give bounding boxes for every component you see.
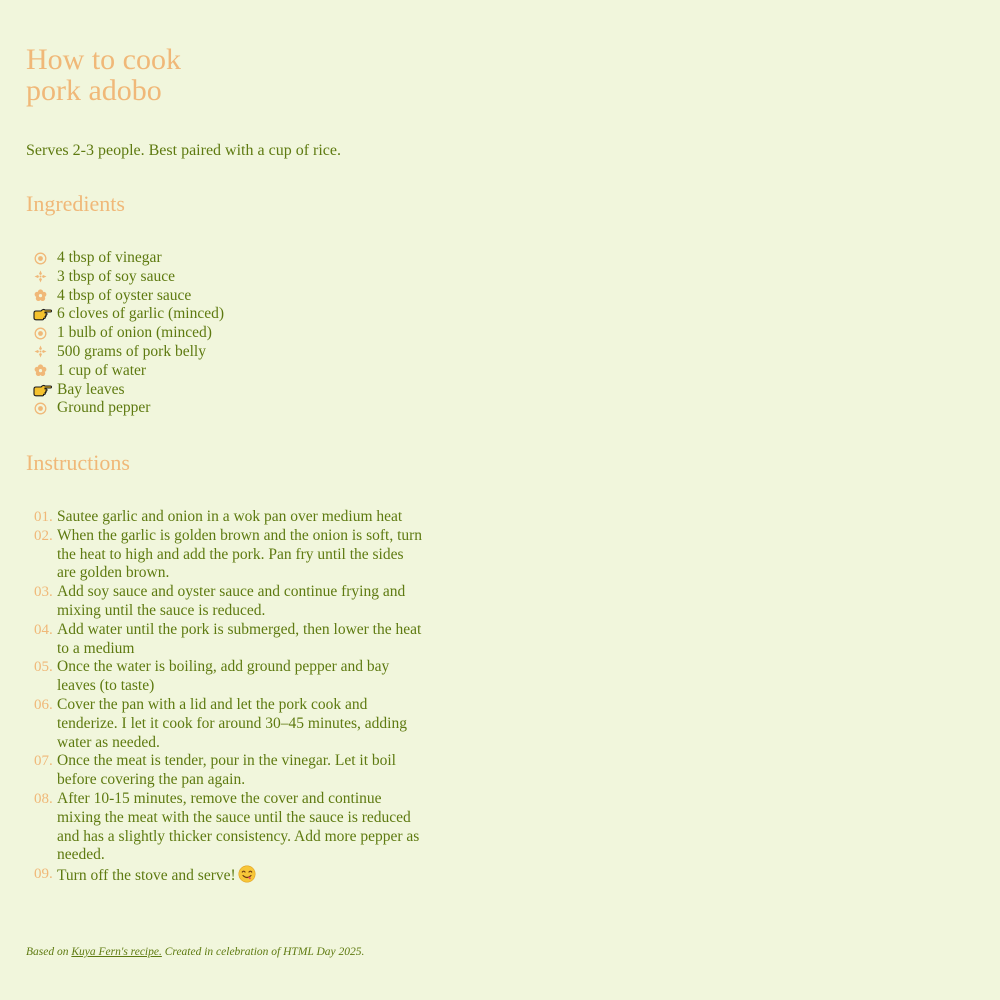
instruction-step xyxy=(26,527,426,583)
instruction-step xyxy=(26,583,426,621)
ingredient-item xyxy=(26,343,224,362)
instruction-step xyxy=(26,752,426,790)
instruction-step xyxy=(26,508,426,527)
ingredient-text: 6 cloves of garlic (minced) xyxy=(57,305,224,323)
ingredient-text: 1 cup of water xyxy=(57,361,147,379)
step-number: 06. xyxy=(34,696,53,713)
ingredient-item xyxy=(26,249,224,268)
ingredient-item xyxy=(26,399,224,418)
serves-note: Serves 2-3 people. Best paired with a cup of rice. xyxy=(26,142,342,159)
four-petal-cross-icon xyxy=(34,268,54,286)
instructions-heading: Instructions xyxy=(26,450,130,475)
step-number: 03. xyxy=(34,584,53,601)
footer-suffix: Created in celebration of HTML Day 2025. xyxy=(161,946,365,958)
ingredient-text: Bay leaves xyxy=(57,380,125,398)
pointing-hand-icon xyxy=(33,305,53,323)
step-number: 05. xyxy=(34,659,53,676)
recipe-source-link[interactable]: Kuya Fern's recipe. xyxy=(71,946,162,958)
step-number: 04. xyxy=(34,621,53,638)
page-title xyxy=(26,44,181,106)
instruction-step xyxy=(26,696,426,752)
step-text: Cover the pan with a lid and let the pork cook and tenderize. I let it cook for around 30–45 minutes, adding water as needed. xyxy=(57,695,407,751)
step-text: After 10-15 minutes, remove the cover and continue mixing the meat with the sauce until the sauce is reduced and has a slightly thicker consistency. Add more pepper as needed. xyxy=(57,789,420,864)
ingredient-item xyxy=(26,381,224,400)
instruction-step xyxy=(26,790,426,865)
step-text: Add soy sauce and oyster sauce and continue frying and mixing until the sauce is reduced. xyxy=(57,583,406,619)
instruction-step xyxy=(26,658,426,696)
instruction-step xyxy=(26,621,426,659)
title-line-2: pork adobo xyxy=(26,74,162,107)
ingredient-item xyxy=(26,324,224,343)
footer-prefix: Based on xyxy=(26,946,72,958)
ingredients-list xyxy=(26,249,224,418)
instructions-list xyxy=(26,508,426,886)
instruction-step xyxy=(26,865,426,886)
step-text: Once the meat is tender, pour in the vinegar. Let it boil before covering the pan again. xyxy=(57,752,396,789)
ingredient-text: 500 grams of pork belly xyxy=(57,342,206,360)
ingredient-text: 3 tbsp of soy sauce xyxy=(57,267,175,285)
step-text: Add water until the pork is submerged, then lower the heat to a medium xyxy=(57,620,422,657)
ingredient-item xyxy=(26,268,224,287)
pointing-hand-icon xyxy=(33,381,53,399)
ingredients-heading: Ingredients xyxy=(26,191,125,216)
ingredient-text: 1 bulb of onion (minced) xyxy=(57,324,212,342)
ingredient-text: Ground pepper xyxy=(57,399,151,417)
flower-icon xyxy=(34,362,54,380)
step-number: 01. xyxy=(34,509,53,525)
circled-dot-icon xyxy=(34,399,54,417)
step-number: 09. xyxy=(34,866,53,883)
step-number: 08. xyxy=(34,790,53,807)
step-text: Sautee garlic and onion in a wok pan over medium heat xyxy=(57,508,403,525)
four-petal-cross-icon xyxy=(34,343,54,361)
flower-icon xyxy=(34,287,54,305)
step-number: 02. xyxy=(34,527,53,544)
circled-dot-icon xyxy=(34,249,54,267)
circled-dot-icon xyxy=(34,324,54,342)
step-text: Turn off the stove and serve! xyxy=(57,867,236,885)
ingredient-text: 4 tbsp of oyster sauce xyxy=(57,286,192,304)
ingredient-item xyxy=(26,362,224,381)
yum-face-icon xyxy=(238,865,256,883)
ingredient-item xyxy=(26,287,224,306)
step-number: 07. xyxy=(34,753,53,770)
footer-credit xyxy=(26,945,364,959)
ingredient-text: 4 tbsp of vinegar xyxy=(57,249,162,266)
title-line-1: How to cook xyxy=(26,43,181,76)
step-text: When the garlic is golden brown and the onion is soft, turn the heat to high and add the pork. Pan fry until the sides are golden brown. xyxy=(57,526,423,582)
step-text: Once the water is boiling, add ground pepper and bay leaves (to taste) xyxy=(57,658,390,695)
ingredient-item xyxy=(26,305,224,324)
